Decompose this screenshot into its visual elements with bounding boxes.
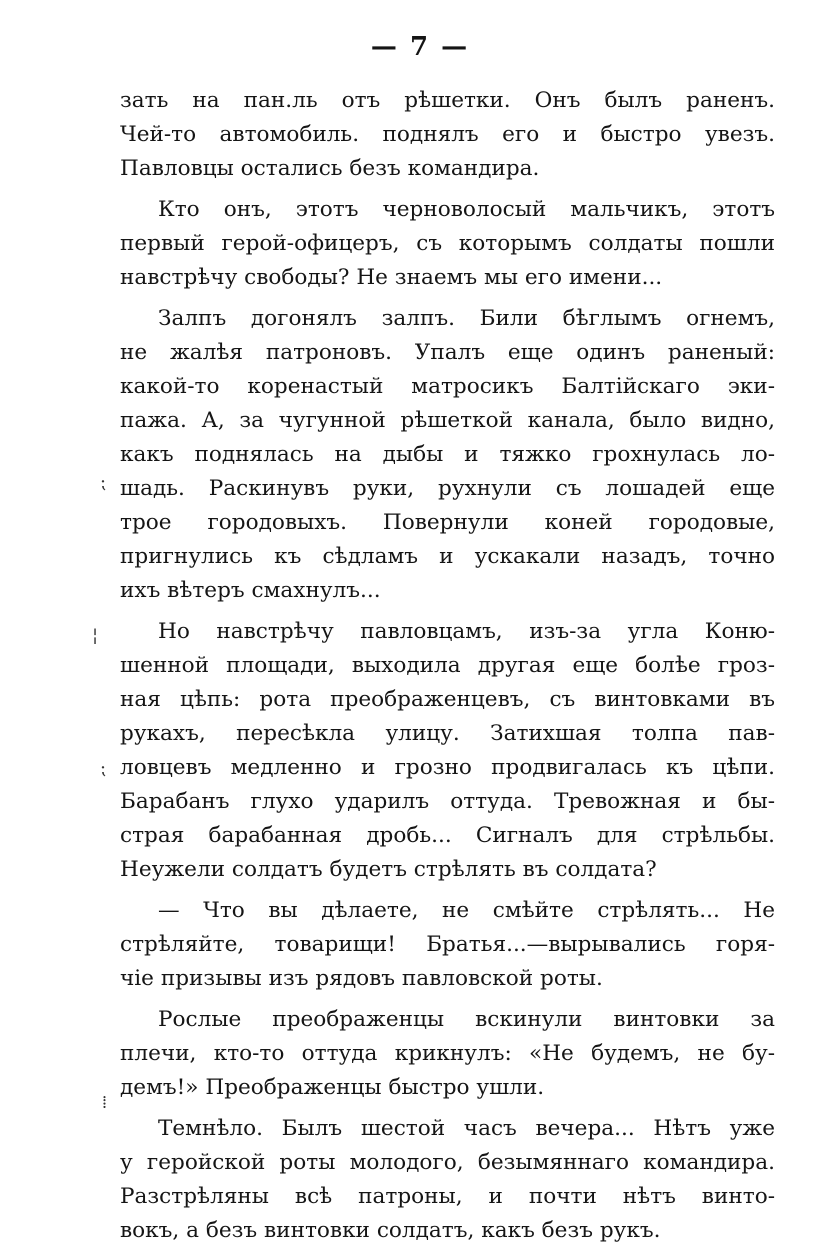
text-line: стрѣляйте, товарищи! Братья...—вырывались горя- <box>120 932 775 957</box>
text-line: навстрѣчу свободы? Не знаемъ мы его имени... <box>120 265 663 290</box>
text-line: у геройской роты молодого, безымяннаго командира. <box>120 1150 775 1175</box>
text-line: трое городовыхъ. Повернули коней городовые, <box>120 510 775 535</box>
text-line: не жалѣя патроновъ. Упалъ еще одинъ раненый: <box>120 340 775 365</box>
paragraph <box>120 1003 775 1105</box>
text-line: Но навстрѣчу павловцамъ, изъ-за угла Коню- <box>158 619 775 644</box>
text-line: Рослые преображенцы вскинули винтовки за <box>158 1007 775 1032</box>
text-line: ихъ вѣтеръ смахнулъ... <box>120 578 381 603</box>
text-line: — Что вы дѣлаете, не смѣйте стрѣлять... Не <box>158 898 775 923</box>
text-line: первый герой-офицеръ, съ которымъ солдаты пошли <box>120 231 775 256</box>
paragraph <box>120 894 775 996</box>
paragraph <box>120 193 775 295</box>
text-line: Кто онъ, этотъ черноволосый мальчикъ, этотъ <box>158 197 775 222</box>
text-line: какъ поднялась на дыбы и тяжко грохнулась ло- <box>120 442 775 467</box>
paragraph <box>120 84 775 186</box>
text-line: шенной площади, выходила другая еще болѣе гроз- <box>120 653 775 678</box>
margin-scan-mark: ¦ <box>92 625 99 646</box>
text-line: пригнулись къ сѣдламъ и ускакали назадъ, точно <box>120 544 775 569</box>
text-line: плечи, кто-то оттуда крикнулъ: «Не будемъ, не бу- <box>120 1041 775 1066</box>
text-line: вокъ, а безъ винтовки солдатъ, какъ безъ рукъ. <box>120 1218 661 1243</box>
text-line: страя барабанная дробь... Сигналъ для стрѣльбы. <box>120 823 775 848</box>
margin-scan-mark: ⁏ <box>100 472 107 493</box>
text-line: Разстрѣляны всѣ патроны, и почти нѣтъ винто- <box>120 1184 775 1209</box>
text-line: шадь. Раскинувъ руки, рухнули съ лошадей еще <box>120 476 775 501</box>
text-line: Барабанъ глухо ударилъ оттуда. Тревожная и бы- <box>120 789 775 814</box>
text-line: ная цѣпь: рота преображенцевъ, съ винтовками въ <box>120 687 775 712</box>
paragraph <box>120 1112 775 1248</box>
text-line: Залпъ догонялъ залпъ. Били бѣглымъ огнемъ, <box>158 306 775 331</box>
page-number: — 7 — <box>370 32 470 62</box>
text-line: Неужели солдатъ будетъ стрѣлять въ солдата? <box>120 857 657 882</box>
text-line: ловцевъ медленно и грозно продвигалась къ цѣпи. <box>120 755 775 780</box>
text-line: зать на пан.ль отъ рѣшетки. Онъ былъ раненъ. <box>120 88 775 113</box>
text-line: Павловцы остались безъ командира. <box>120 156 540 181</box>
paragraph <box>120 302 775 608</box>
margin-scan-mark: ⁞ <box>102 1092 108 1113</box>
text-line: чіе призывы изъ рядовъ павловской роты. <box>120 966 603 991</box>
body-text <box>120 84 775 1248</box>
text-line: Чей-то автомобиль. поднялъ его и быстро увезъ. <box>120 122 775 147</box>
text-line: Темнѣло. Былъ шестой часъ вечера... Нѣтъ уже <box>158 1116 775 1141</box>
text-line: пажа. А, за чугунной рѣшеткой канала, было видно, <box>120 408 775 433</box>
text-line: какой-то коренастый матросикъ Балтійскаго эки- <box>120 374 775 399</box>
text-line: демъ!» Преображенцы быстро ушли. <box>120 1075 545 1100</box>
text-line: рукахъ, пересѣкла улицу. Затихшая толпа пав- <box>120 721 775 746</box>
margin-scan-mark: ⁏ <box>100 758 107 779</box>
paragraph <box>120 615 775 887</box>
